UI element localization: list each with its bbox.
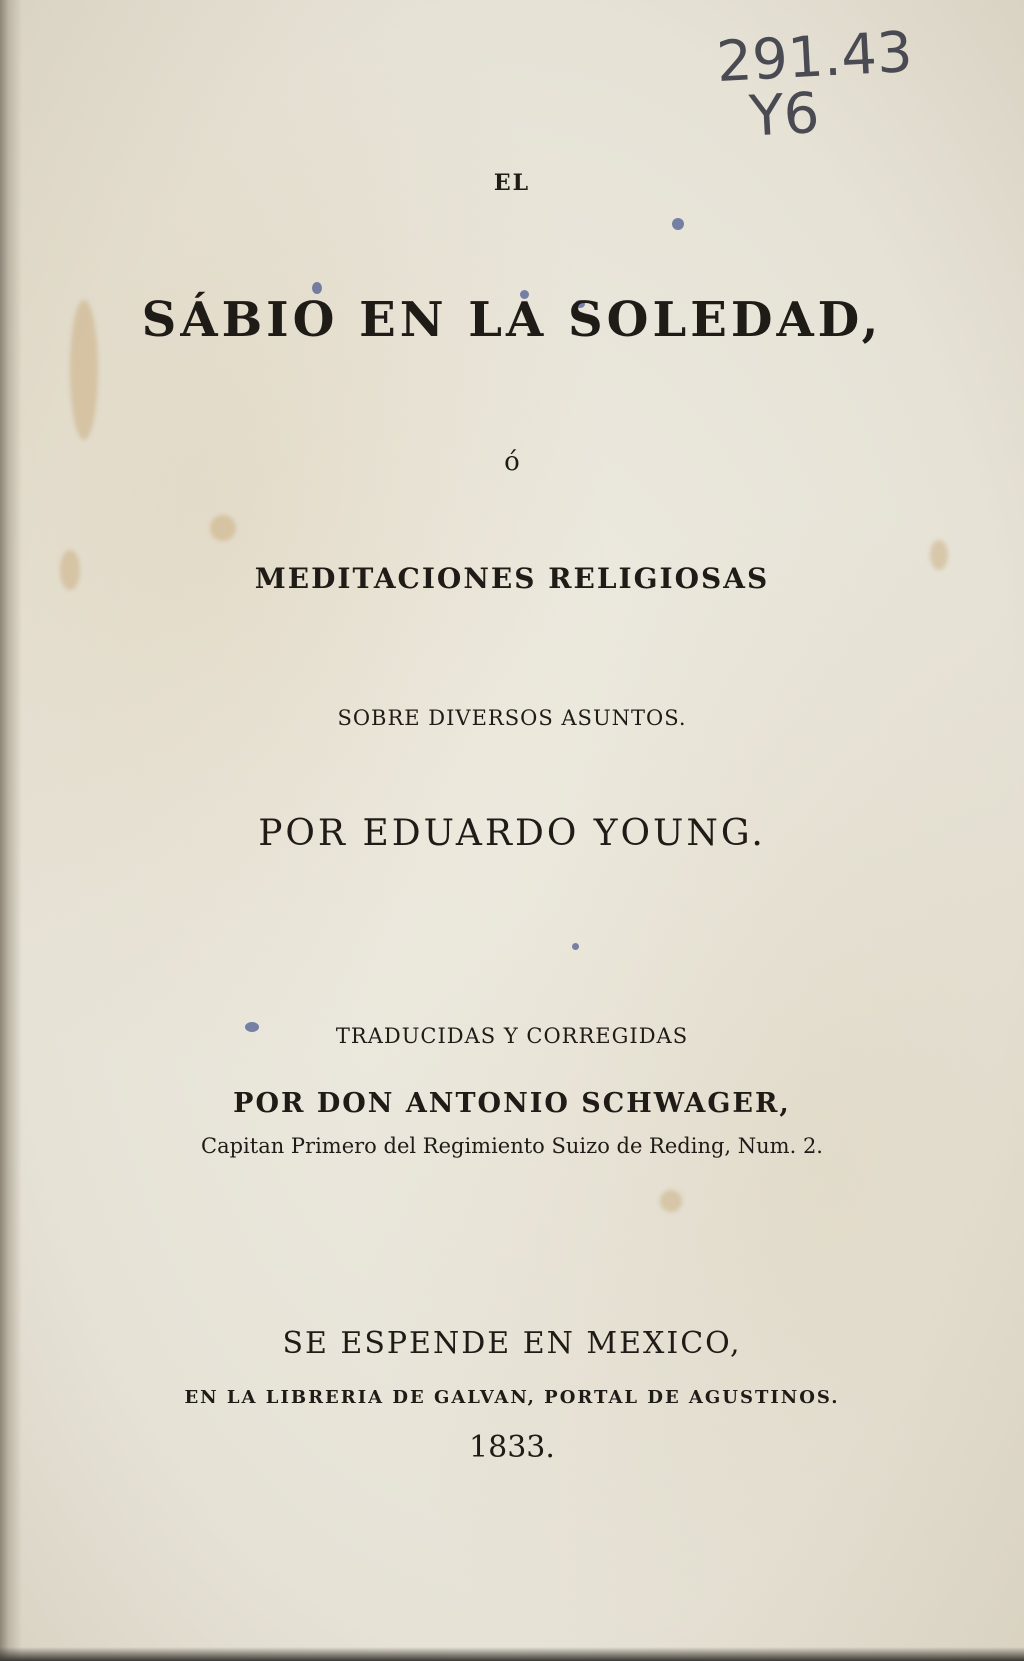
- title-article: EL: [493, 170, 531, 196]
- ink-speck: [572, 943, 579, 950]
- page-edge-bottom: [0, 1647, 1024, 1661]
- ink-speck: [672, 218, 684, 230]
- bookshop-line: EN LA LIBRERIA DE GALVAN, PORTAL DE AGUSTINOS.: [184, 1387, 840, 1408]
- call-number: [714, 19, 917, 150]
- author-line: POR EDUARDO YOUNG.: [258, 813, 766, 854]
- sale-place: SE ESPENDE EN MEXICO,: [282, 1326, 742, 1361]
- foxing-stain: [660, 1190, 682, 1212]
- call-number-line2: Y6: [747, 80, 822, 150]
- main-title: SÁBIO EN LA SOLEDAD,: [141, 292, 883, 348]
- subtitle-secondary: SOBRE DIVERSOS ASUNTOS.: [337, 706, 687, 730]
- call-number-line1: 291.43: [714, 19, 915, 96]
- translation-note: TRADUCIDAS Y CORREGIDAS: [335, 1024, 689, 1048]
- publication-year: 1833.: [469, 1430, 555, 1465]
- title-conjunction: ó: [504, 447, 520, 477]
- subtitle: MEDITACIONES RELIGIOSAS: [254, 562, 770, 595]
- translator-title: Capitan Primero del Regimiento Suizo de Reding, Num. 2.: [201, 1134, 823, 1158]
- foxing-stain: [210, 515, 236, 541]
- translator-line: POR DON ANTONIO SCHWAGER,: [233, 1088, 791, 1119]
